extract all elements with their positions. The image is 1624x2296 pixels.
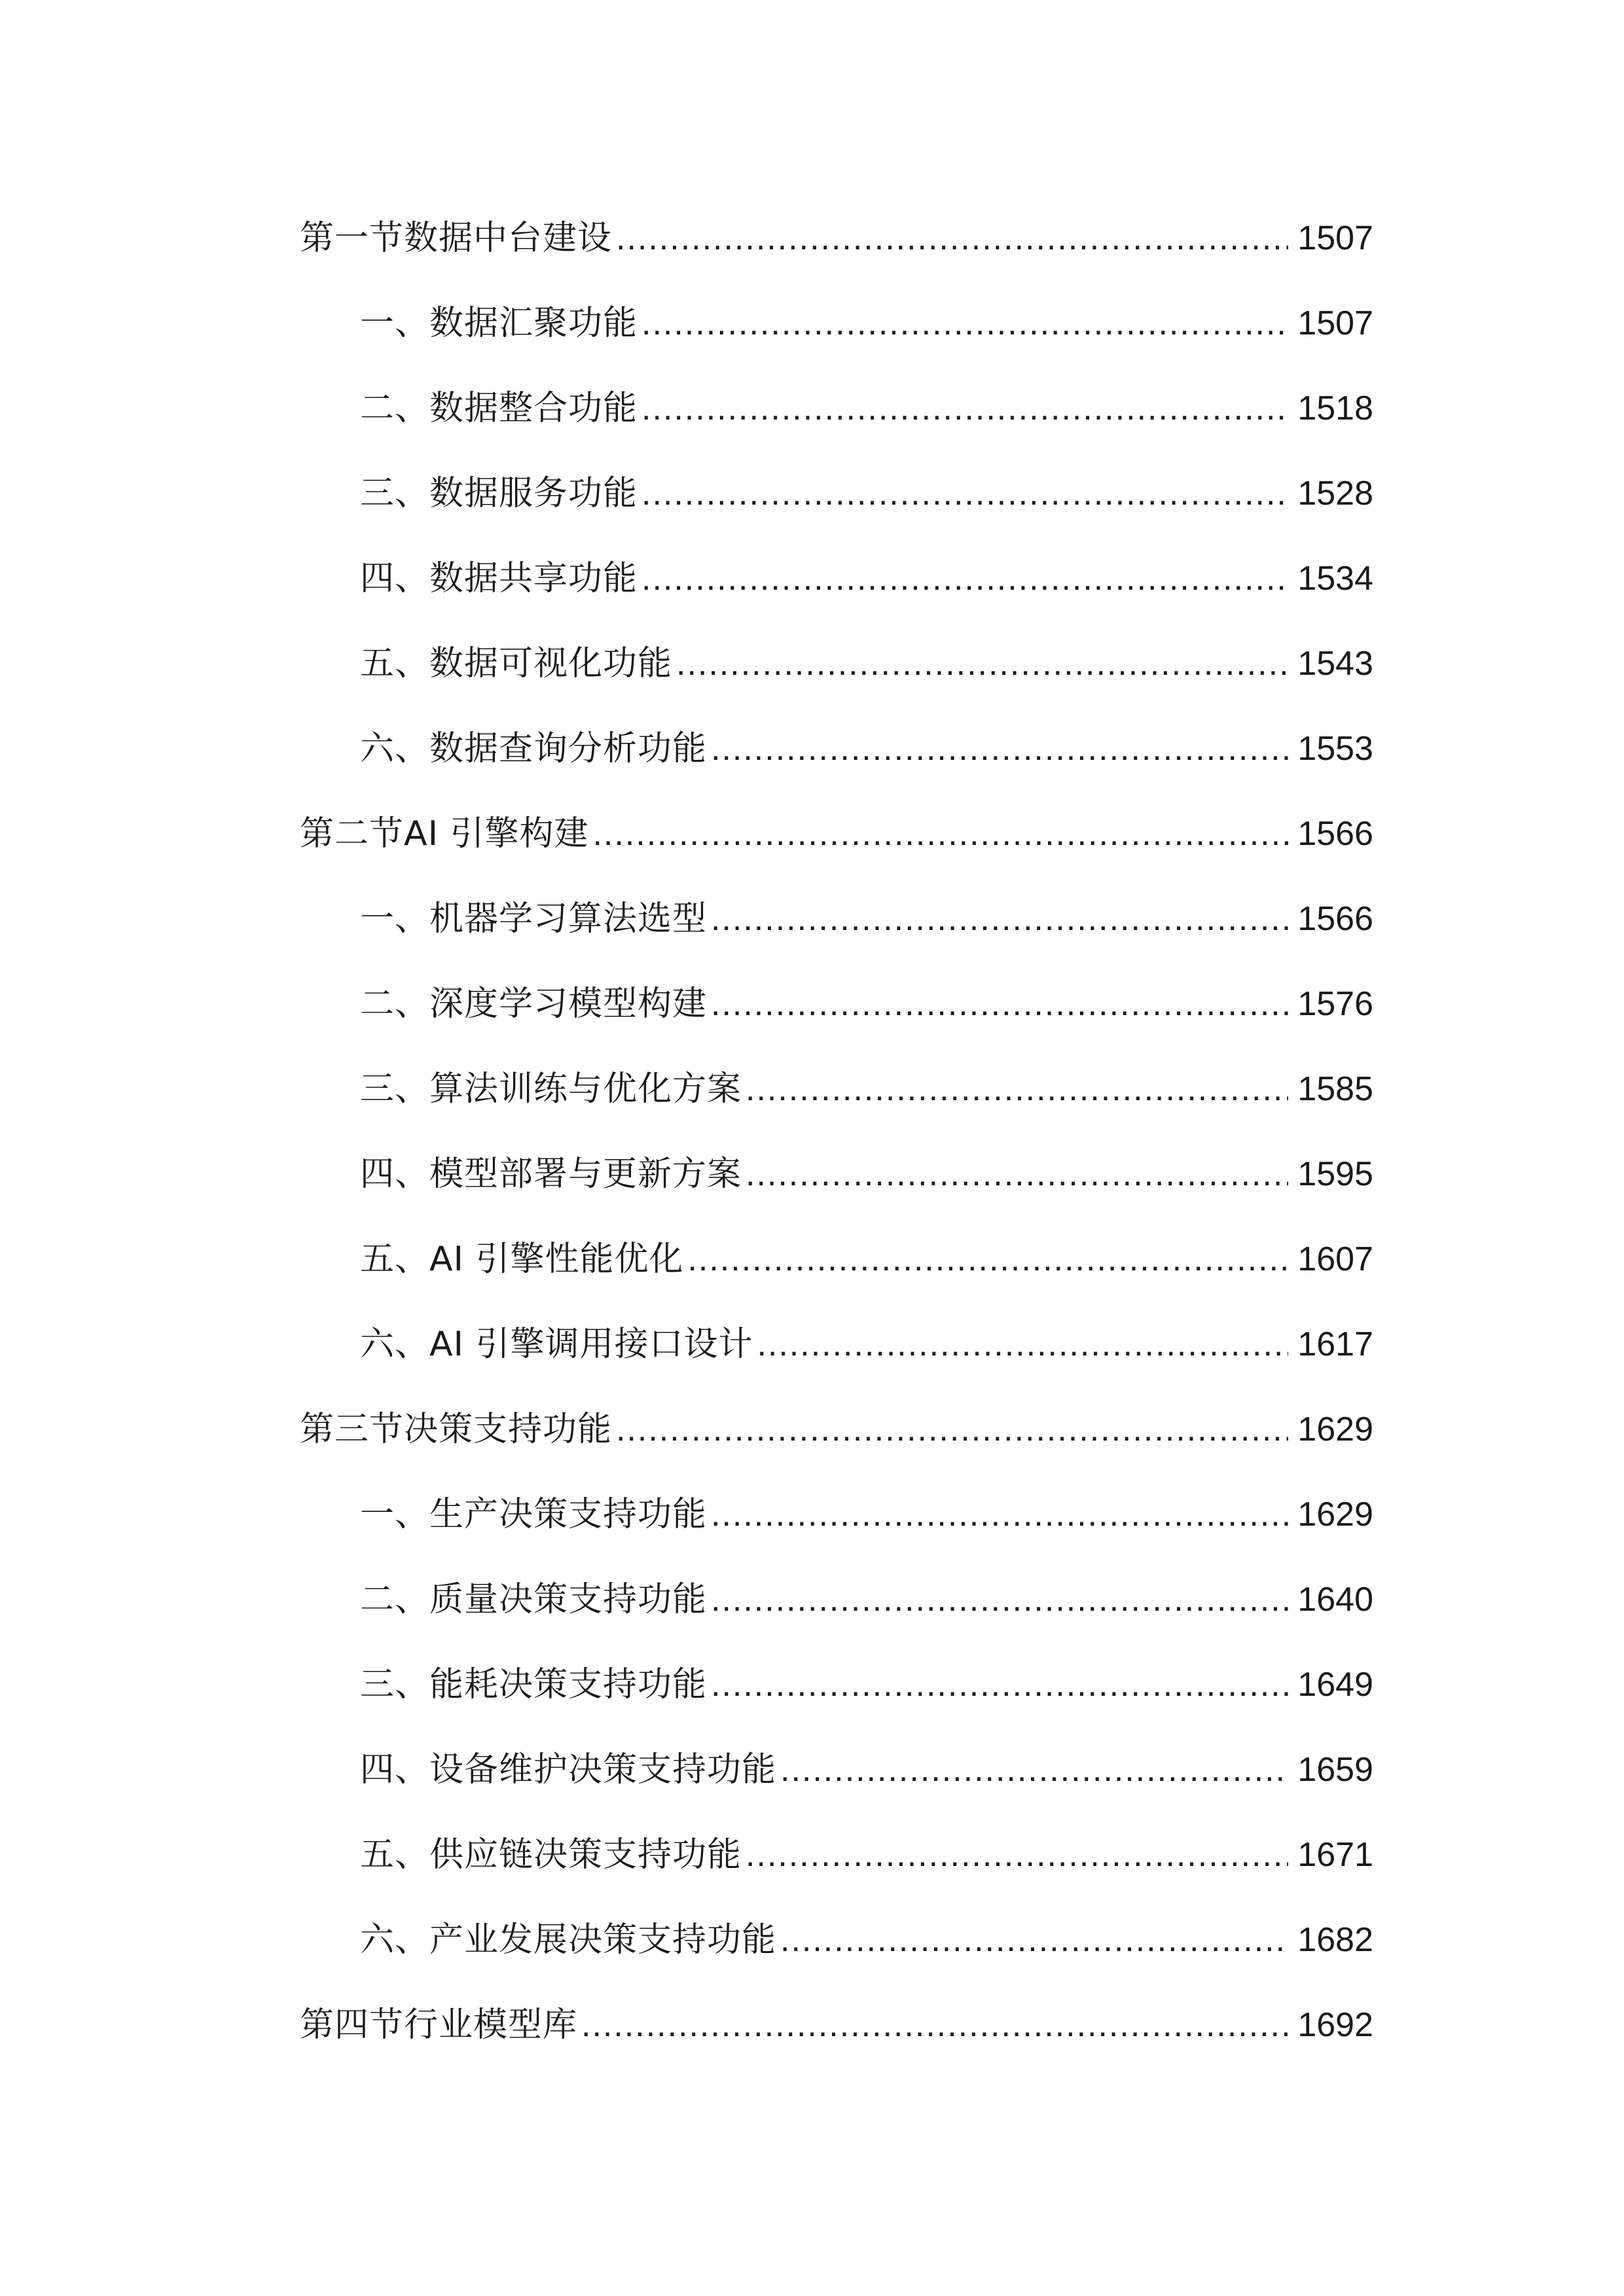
toc-page-number: 1566 bbox=[1297, 815, 1373, 853]
toc-entry[interactable] bbox=[300, 1571, 1373, 1656]
dot-leader bbox=[711, 890, 1288, 948]
toc-entry-title: 六、产业发展决策支持功能 bbox=[360, 1920, 777, 1960]
toc-page-number: 1629 bbox=[1297, 1496, 1373, 1534]
dot-leader bbox=[711, 1571, 1288, 1628]
toc-entry[interactable] bbox=[300, 975, 1373, 1060]
toc-page-number: 1671 bbox=[1297, 1836, 1373, 1874]
toc-entry[interactable] bbox=[300, 890, 1373, 975]
toc-page-number: 1682 bbox=[1297, 1921, 1373, 1959]
dot-leader bbox=[676, 635, 1288, 692]
toc-entry-title: 第三节决策支持功能 bbox=[300, 1410, 613, 1449]
toc-entry[interactable] bbox=[300, 635, 1373, 720]
toc-entry-title: 第四节行业模型库 bbox=[300, 2005, 578, 2045]
dot-leader bbox=[641, 550, 1288, 607]
toc-entry-title: 二、深度学习模型构建 bbox=[360, 984, 708, 1024]
toc-entry[interactable] bbox=[300, 805, 1373, 890]
toc-page-number: 1534 bbox=[1297, 560, 1373, 598]
toc-page-number: 1659 bbox=[1297, 1751, 1373, 1789]
toc-page-number: 1692 bbox=[1297, 2006, 1373, 2044]
toc-entry-title: 四、数据共享功能 bbox=[360, 559, 638, 598]
toc-entry-title: 四、模型部署与更新方案 bbox=[360, 1155, 742, 1194]
toc-entry-title: 五、供应链决策支持功能 bbox=[360, 1835, 742, 1874]
toc-entry[interactable] bbox=[300, 209, 1373, 295]
toc-page-number: 1585 bbox=[1297, 1070, 1373, 1108]
dot-leader bbox=[616, 1401, 1288, 1458]
toc-entry-title: 三、能耗决策支持功能 bbox=[360, 1665, 708, 1704]
toc-entry[interactable] bbox=[300, 295, 1373, 380]
toc-entry-title: 五、数据可视化功能 bbox=[360, 644, 673, 683]
dot-leader bbox=[641, 465, 1288, 522]
dot-leader bbox=[780, 1741, 1288, 1799]
toc-page-number: 1649 bbox=[1297, 1666, 1373, 1704]
dot-leader bbox=[616, 209, 1288, 267]
toc-entry-title: 二、数据整合功能 bbox=[360, 389, 638, 428]
dot-leader bbox=[711, 975, 1288, 1033]
dot-leader bbox=[581, 1996, 1288, 2054]
toc-page-number: 1507 bbox=[1297, 304, 1373, 342]
toc-page-number: 1566 bbox=[1297, 900, 1373, 938]
toc-entry[interactable] bbox=[300, 1486, 1373, 1571]
toc-entry-title: 一、生产决策支持功能 bbox=[360, 1495, 708, 1534]
toc-page-number: 1518 bbox=[1297, 389, 1373, 427]
toc-entry-title: 第二节AI 引擎构建 bbox=[300, 814, 589, 853]
toc-entry-title: 六、数据查询分析功能 bbox=[360, 729, 708, 768]
dot-leader bbox=[641, 295, 1288, 352]
toc-entry-title: 三、数据服务功能 bbox=[360, 474, 638, 513]
toc-page-number: 1629 bbox=[1297, 1410, 1373, 1448]
toc-entry-title: 五、AI 引擎性能优化 bbox=[360, 1240, 684, 1279]
dot-leader bbox=[641, 380, 1288, 437]
dot-leader bbox=[746, 1826, 1288, 1884]
toc-entry-title: 六、AI 引擎调用接口设计 bbox=[360, 1325, 753, 1364]
toc-entry-title: 二、质量决策支持功能 bbox=[360, 1580, 708, 1619]
toc-entry[interactable] bbox=[300, 1656, 1373, 1741]
toc-page-number: 1507 bbox=[1297, 219, 1373, 257]
toc-entry[interactable] bbox=[300, 1145, 1373, 1230]
toc-page-number: 1617 bbox=[1297, 1325, 1373, 1363]
dot-leader bbox=[592, 805, 1288, 863]
dot-leader bbox=[780, 1911, 1288, 1969]
toc-entry[interactable] bbox=[300, 1060, 1373, 1145]
toc-entry[interactable] bbox=[300, 1230, 1373, 1316]
toc-entry-title: 一、机器学习算法选型 bbox=[360, 899, 708, 939]
toc-entry-title: 一、数据汇聚功能 bbox=[360, 304, 638, 343]
dot-leader bbox=[711, 1486, 1288, 1543]
toc-entry[interactable] bbox=[300, 1401, 1373, 1486]
toc-page-number: 1640 bbox=[1297, 1581, 1373, 1619]
toc-page-number: 1607 bbox=[1297, 1240, 1373, 1278]
toc-entry[interactable] bbox=[300, 550, 1373, 635]
toc-entry[interactable] bbox=[300, 1996, 1373, 2081]
dot-leader bbox=[711, 1656, 1288, 1713]
toc-entry[interactable] bbox=[300, 465, 1373, 550]
toc-entry[interactable] bbox=[300, 1741, 1373, 1826]
toc-page-number: 1576 bbox=[1297, 985, 1373, 1023]
toc-entry-title: 四、设备维护决策支持功能 bbox=[360, 1750, 777, 1789]
toc-entry[interactable] bbox=[300, 1826, 1373, 1911]
toc-entry-title: 三、算法训练与优化方案 bbox=[360, 1069, 742, 1109]
table-of-contents bbox=[300, 209, 1373, 2081]
toc-page-number: 1595 bbox=[1297, 1155, 1373, 1193]
toc-entry[interactable] bbox=[300, 1911, 1373, 1996]
toc-page-number: 1528 bbox=[1297, 475, 1373, 512]
dot-leader bbox=[711, 720, 1288, 778]
dot-leader bbox=[746, 1145, 1288, 1203]
toc-entry-title: 第一节数据中台建设 bbox=[300, 219, 613, 258]
toc-entry[interactable] bbox=[300, 380, 1373, 465]
toc-entry[interactable] bbox=[300, 1316, 1373, 1401]
dot-leader bbox=[746, 1060, 1288, 1118]
dot-leader bbox=[757, 1316, 1288, 1373]
toc-page-number: 1553 bbox=[1297, 730, 1373, 768]
dot-leader bbox=[687, 1230, 1288, 1288]
toc-entry[interactable] bbox=[300, 720, 1373, 805]
toc-page-number: 1543 bbox=[1297, 645, 1373, 683]
